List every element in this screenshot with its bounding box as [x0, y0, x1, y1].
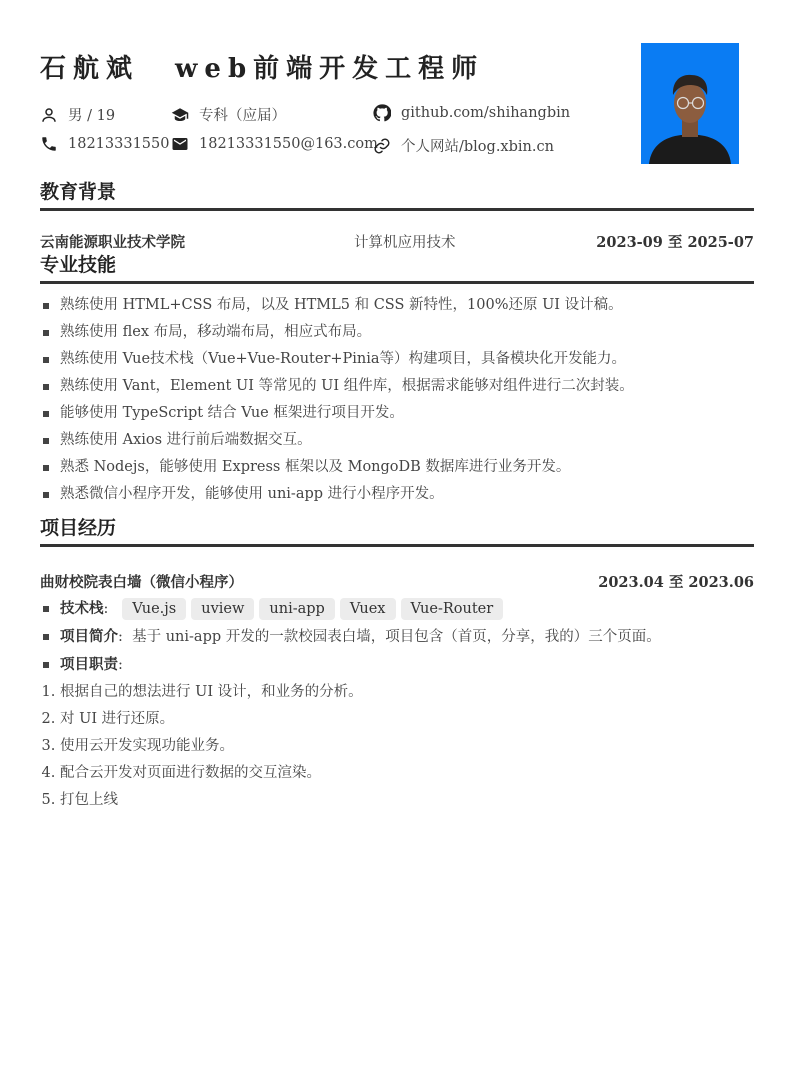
tech-stack-row: 技术栈: Vue.js uview uni-app Vuex Vue-Router: [40, 595, 754, 623]
project-header: [40, 571, 754, 595]
skill-item: 熟练使用 Vant，Element UI 等常见的 UI 组件库，根据需求能够对组件进行二次封装。: [40, 373, 754, 400]
education-title: 教育背景: [40, 178, 754, 211]
website-link[interactable]: 个人网站/blog.xbin.cn: [373, 135, 554, 156]
education-section: [40, 178, 754, 261]
gender-age: 男 / 19: [40, 104, 115, 125]
duty-item: 1. 根据自己的想法进行 UI 设计，和业务的分析。: [60, 679, 754, 706]
candidate-name: 石航斌: [40, 54, 140, 84]
project-date: 2023.04 至 2023.06: [598, 574, 754, 591]
user-icon: [40, 106, 58, 124]
duty-item: 4. 配合云开发对页面进行数据的交互渲染。: [60, 760, 754, 787]
phone-icon: [40, 135, 58, 153]
project-duty-row: 项目职责:: [40, 651, 754, 679]
job-title: web前端开发工程师: [175, 54, 485, 84]
link-icon: [373, 137, 391, 155]
school-name: 云南能源职业技术学院: [40, 234, 185, 251]
email[interactable]: 18213331550@163.com: [171, 135, 378, 153]
email-icon: [171, 135, 189, 153]
projects-section: [40, 514, 754, 814]
skill-item: 熟练使用 Vue技术栈（Vue+Vue-Router+Pinia等）构建项目，具备模块化开发能力。: [40, 346, 754, 373]
education-row: [40, 231, 754, 261]
skills-section: [40, 251, 754, 508]
resume-header: [40, 40, 754, 164]
projects-title: 项目经历: [40, 514, 754, 547]
skill-item: 能够使用 TypeScript 结合 Vue 框架进行项目开发。: [40, 400, 754, 427]
education-date: 2023-09 至 2025-07: [596, 234, 754, 251]
resume-page: [40, 40, 754, 814]
skill-item: 熟练使用 HTML+CSS 布局，以及 HTML5 和 CSS 新特性，100%还原 UI 设计稿。: [40, 292, 754, 319]
skills-title: 专业技能: [40, 251, 754, 284]
skill-item: 熟悉微信小程序开发，能够使用 uni-app 进行小程序开发。: [40, 481, 754, 508]
project-intro-row: 项目简介: 基于 uni-app 开发的一款校园表白墙，项目包含（首页，分享，我的）三个页面。: [40, 623, 754, 651]
github-icon: [373, 104, 391, 122]
tech-tag: uview: [191, 598, 254, 620]
name-title: [40, 48, 484, 85]
profile-photo: [641, 43, 739, 164]
tech-tag: Vue.js: [122, 598, 186, 620]
tech-stack-label: 技术栈: [60, 600, 104, 617]
education-level: 专科（应届）: [171, 104, 286, 125]
duty-item: 3. 使用云开发实现功能业务。: [60, 733, 754, 760]
major: 计算机应用技术: [354, 235, 456, 251]
tech-tag: uni-app: [259, 598, 334, 620]
duty-item: 2. 对 UI 进行还原。: [60, 706, 754, 733]
graduation-cap-icon: [171, 106, 189, 124]
phone: 18213331550: [40, 135, 169, 153]
project-duty-label: 项目职责: [60, 656, 118, 673]
tech-tag: Vue-Router: [401, 598, 504, 620]
skills-list: [40, 292, 754, 508]
duty-list: [40, 679, 754, 814]
project-intro-label: 项目简介: [60, 628, 118, 645]
project-intro: 基于 uni-app 开发的一款校园表白墙，项目包含（首页，分享，我的）三个页面。: [132, 629, 661, 645]
duty-item: 5. 打包上线: [60, 787, 754, 814]
skill-item: 熟悉 Nodejs，能够使用 Express 框架以及 MongoDB 数据库进行业务开发。: [40, 454, 754, 481]
skill-item: 熟练使用 flex 布局，移动端布局，相应式布局。: [40, 319, 754, 346]
github-link[interactable]: github.com/shihangbin: [373, 104, 570, 122]
project-details: [40, 595, 754, 679]
tech-tag: Vuex: [340, 598, 396, 620]
project-name: 曲财校院表白墙（微信小程序）: [40, 574, 243, 591]
skill-item: 熟练使用 Axios 进行前后端数据交互。: [40, 427, 754, 454]
